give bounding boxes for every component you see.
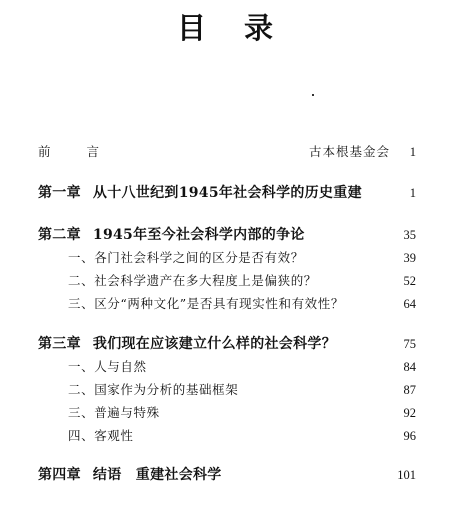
toc-chapter-1-row[interactable] [38,183,416,203]
toc-section-row[interactable] [38,248,416,268]
chapter-1-number: 第一章 [38,185,81,201]
chapter-1-page: 1 [409,186,416,200]
chapter-2-page: 35 [403,228,416,242]
toc-section-row[interactable] [38,380,416,400]
chapter-3-heading [38,334,336,354]
toc-section-row[interactable] [38,271,416,291]
section-3-2-label: 二、国家作为分析的基础框架 [68,382,239,397]
toc-chapter-3-row[interactable] [38,334,416,354]
toc-section-row[interactable] [38,294,416,314]
chapter-4-number: 第四章 [38,467,81,483]
chapter-2-number: 第二章 [38,227,81,243]
preface-label: 前 言 [38,144,115,159]
chapter-2-title: 1945年至今社会科学内部的争论 [92,227,305,243]
section-3-3-page: 92 [403,406,416,420]
section-3-1-page: 84 [403,360,416,374]
chapter-4-title: 结语 重建社会科学 [92,467,222,483]
section-2-3-page: 64 [403,297,416,311]
chapter-1-title: 从十八世纪到1945年社会科学的历史重建 [92,185,362,201]
chapter-4-heading [38,465,222,485]
section-2-1-label: 一、各门社会科学之间的区分是否有效？ [68,250,304,265]
chapter-4-page: 101 [397,468,416,482]
chapter-3-page: 75 [403,337,416,351]
section-2-3-label: 三、区分“两种文化”是否具有现实性和有效性？ [68,296,344,311]
chapter-3-title: 我们现在应该建立什么样的社会科学？ [92,336,337,352]
section-2-1-page: 39 [403,251,416,265]
section-2-2-label: 二、社会科学遗产在多大程度上是偏狭的？ [68,273,317,288]
toc-section-row[interactable] [38,426,416,446]
chapter-1-heading [38,183,362,203]
chapter-2-heading [38,225,305,245]
toc-section-row[interactable] [38,403,416,423]
section-2-2-page: 52 [403,274,416,288]
chapter-3-number: 第三章 [38,336,81,352]
toc-section-row[interactable] [38,357,416,377]
section-3-2-page: 87 [403,383,416,397]
toc-chapter-4-row[interactable] [38,465,416,485]
section-3-3-label: 三、普遍与特殊 [68,405,160,420]
preface-author: 古本根基金会 [308,144,390,159]
page-title: 目 录 [176,11,288,45]
section-3-1-label: 一、人与自然 [68,359,147,374]
toc-preface-row[interactable] [38,142,416,162]
toc-chapter-2-row[interactable] [38,225,416,245]
section-3-4-page: 96 [403,429,416,443]
section-3-4-label: 四、客观性 [68,428,134,443]
preface-page: 1 [409,145,416,159]
print-speck [312,94,314,96]
